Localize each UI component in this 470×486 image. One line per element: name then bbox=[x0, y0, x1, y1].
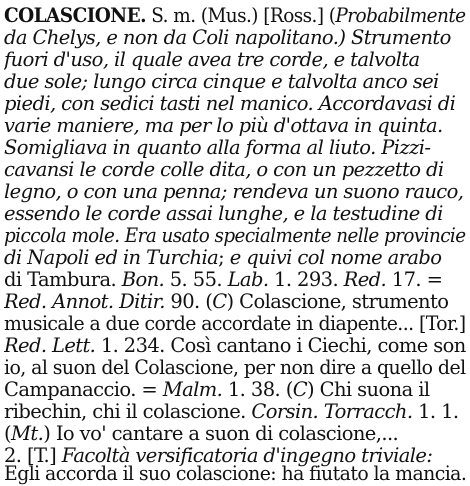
text-segment: 1. 293. bbox=[268, 268, 344, 291]
text-segment: C bbox=[292, 378, 308, 401]
text-segment: S. m. (Mus.) [Ross.] ( bbox=[145, 4, 336, 27]
text-line bbox=[4, 114, 466, 138]
text-segment: ) Io vo' cantare a suon di colascione,... bbox=[43, 422, 399, 445]
text-line bbox=[4, 312, 466, 336]
text-line bbox=[4, 422, 466, 446]
text-line bbox=[4, 48, 466, 72]
text-line bbox=[4, 136, 466, 160]
text-line bbox=[4, 462, 466, 486]
text-line bbox=[4, 378, 466, 402]
text-segment: ; bbox=[218, 246, 230, 269]
text-segment: Egli accorda il suo colascione: ha fiutato la mancia. bbox=[4, 462, 467, 485]
text-segment: 1. 1. bbox=[412, 400, 459, 423]
text-line bbox=[4, 356, 466, 380]
text-segment: Corsin. Torracch. bbox=[251, 400, 413, 423]
text-segment: 2. [T.] bbox=[4, 444, 62, 467]
text-line bbox=[4, 158, 466, 182]
text-segment: ribechin, chi il colascione. bbox=[4, 400, 252, 423]
text-segment: Red. Annot. Ditir. bbox=[4, 290, 165, 313]
text-segment: Red. Lett. bbox=[4, 334, 96, 357]
text-segment: essendo le corde assai lunghe, e la testudine di bbox=[4, 202, 443, 225]
text-segment: di Tambura. bbox=[4, 268, 122, 291]
text-segment: Bon. bbox=[121, 268, 165, 291]
text-segment: Lab. bbox=[227, 268, 269, 291]
text-line bbox=[4, 92, 466, 116]
text-segment: ( bbox=[4, 422, 12, 445]
text-segment: ) Colascione, strumento bbox=[226, 290, 449, 313]
text-segment: Mt. bbox=[11, 422, 44, 445]
text-segment: io, al suon del Colascione, per non dire a quello del bbox=[4, 356, 466, 379]
text-line bbox=[4, 400, 466, 424]
text-line bbox=[4, 202, 466, 226]
text-line bbox=[4, 26, 466, 50]
text-segment: e quivi col nome arabo bbox=[229, 246, 442, 269]
text-segment: da Chelys, e non da Coli napolitano.) bbox=[4, 26, 346, 49]
text-line bbox=[4, 4, 466, 28]
text-segment: Strumento bbox=[350, 26, 451, 49]
text-line bbox=[4, 224, 466, 248]
text-line bbox=[4, 180, 466, 204]
text-segment: 17. = bbox=[386, 268, 443, 291]
text-line bbox=[4, 246, 466, 270]
text-segment: Somigliava in quanto alla forma al liuto. Pizzi- bbox=[4, 136, 431, 159]
text-line bbox=[4, 334, 466, 358]
text-segment: 1. 234. Così cantano i Ciechi, come son bbox=[95, 334, 466, 357]
text-segment: Campanaccio. = bbox=[4, 378, 163, 401]
text-line bbox=[4, 268, 466, 292]
text-segment: legno, o con una penna; rendeva un suono rauco, bbox=[4, 180, 464, 203]
text-segment: fuori d'uso, il quale avea tre corde, e talvolta bbox=[4, 48, 420, 71]
text-segment: C bbox=[212, 290, 227, 313]
text-segment: musicale a due corde accordate in diapente... [Tor.] bbox=[4, 312, 466, 335]
text-segment: piedi, con sedici tasti nel manico. Accordavasi di bbox=[4, 92, 456, 115]
text-segment: cavansi le corde colle dita, o con un pezzetto di bbox=[4, 158, 444, 181]
text-segment: 1. 38. ( bbox=[222, 378, 293, 401]
text-segment: ) Chi suona il bbox=[307, 378, 430, 401]
text-segment: di Napoli ed in Turchia bbox=[4, 246, 219, 269]
text-segment: 5. 55. bbox=[164, 268, 228, 291]
text-segment: Facoltà versificatoria d'ingegno triviale: bbox=[61, 444, 433, 467]
text-segment: 90. ( bbox=[164, 290, 213, 313]
text-line bbox=[4, 290, 466, 314]
headword: COLASCIONE. bbox=[4, 4, 146, 27]
text-segment: Malm. bbox=[162, 378, 223, 401]
text-segment: varie maniere, ma per lo più d'ottava in quinta. bbox=[4, 114, 443, 137]
text-segment: piccola mole. Era usato specialmente nelle provincie bbox=[4, 224, 466, 247]
text-segment: due sole; lungo circa cinque e talvolta anco sei bbox=[4, 70, 439, 93]
text-segment: Red. bbox=[343, 268, 387, 291]
text-line bbox=[4, 70, 466, 94]
text-segment: Probabilmente bbox=[335, 4, 466, 27]
